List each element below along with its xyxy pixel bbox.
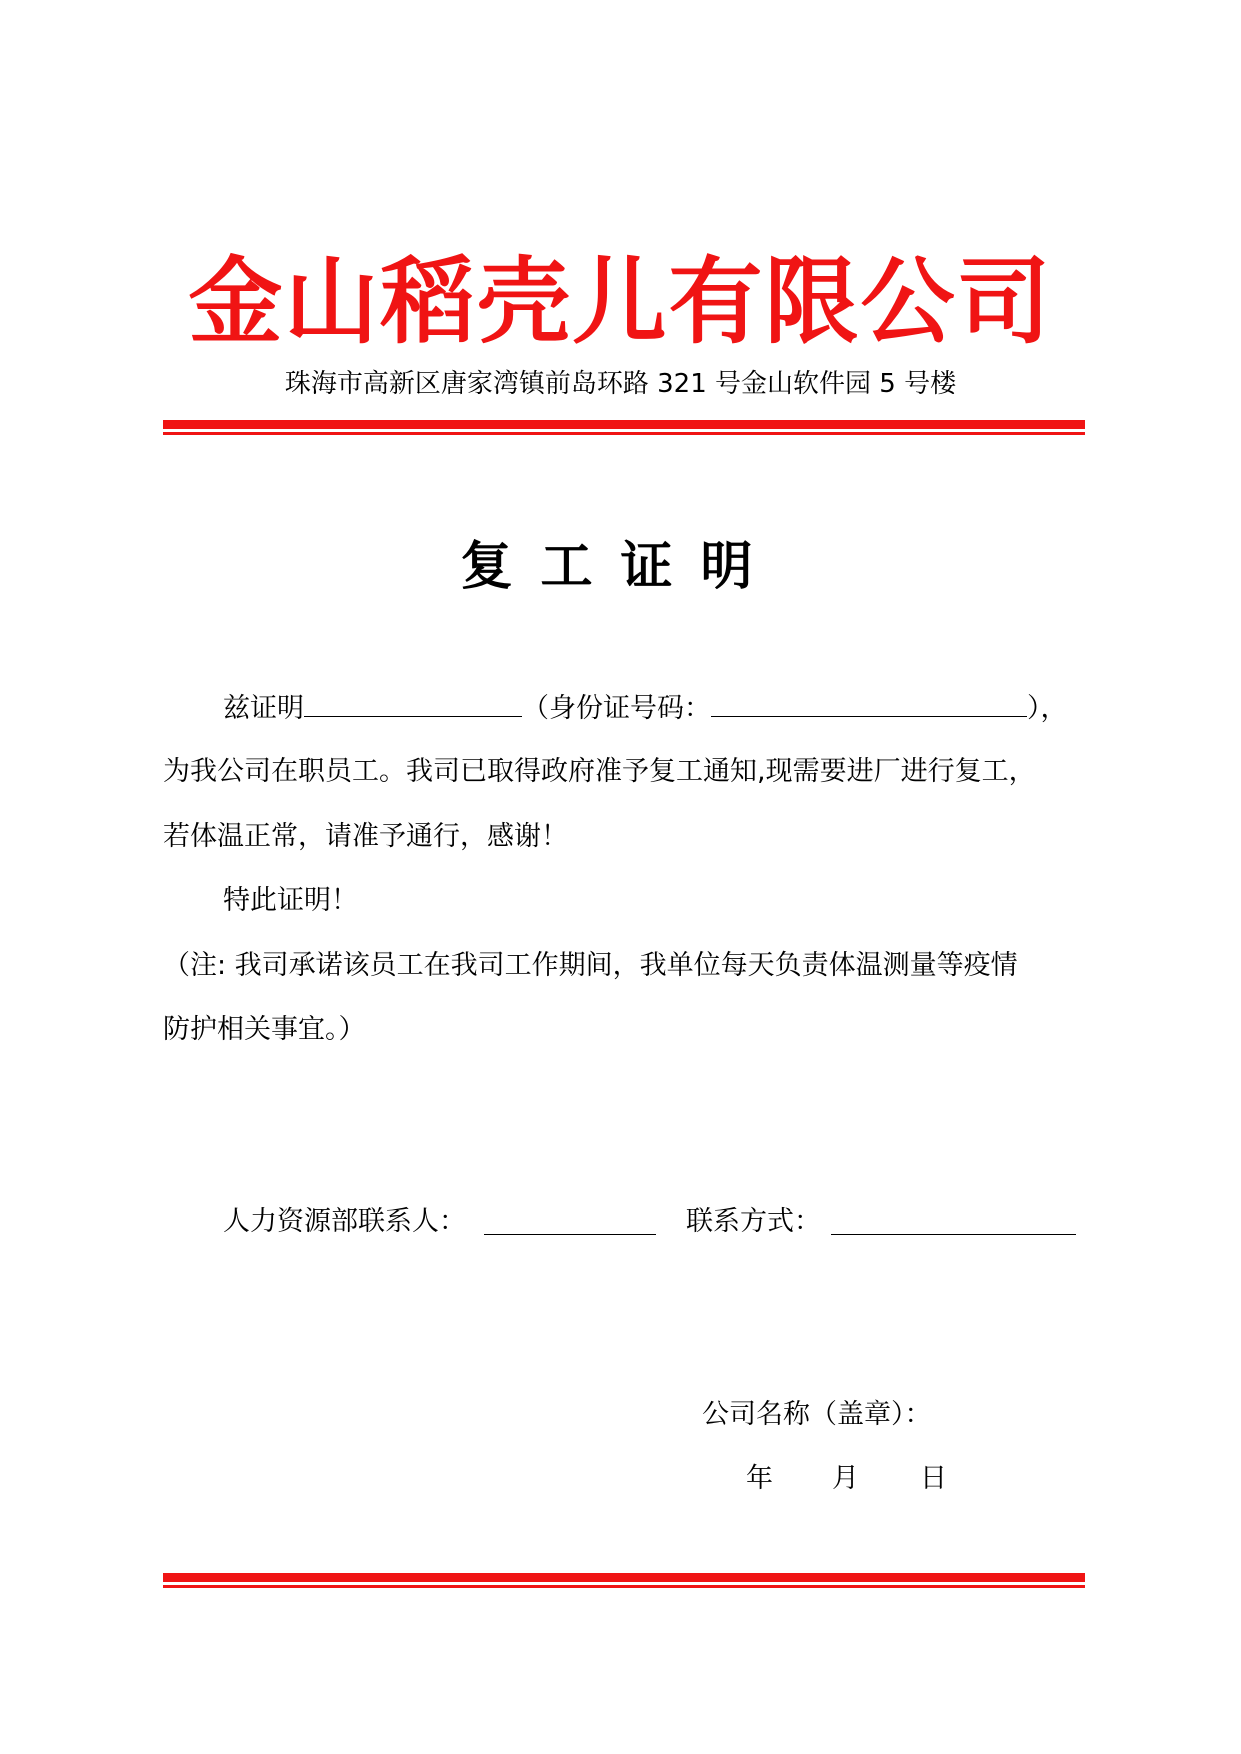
body-line-2: 为我公司在职员工。我司已取得政府准予复工通知,现需要进厂进行复工， [163, 756, 1036, 787]
certify-suffix: ）， [1027, 693, 1068, 724]
certify-prefix: 兹证明 [223, 693, 304, 724]
note-line-1: （注: 我司承诺该员工在我司工作期间，我单位每天负责体温测量等疫情 [163, 950, 1018, 981]
note-line-2: 防护相关事宜。） [163, 1014, 366, 1045]
company-address: 珠海市高新区唐家湾镇前岛环路 321 号金山软件园 5 号楼 [284, 369, 957, 399]
header-rule-thick [163, 420, 1085, 429]
hr-contact-label: 人力资源部联系人： [223, 1206, 466, 1237]
employee-name-blank [304, 688, 522, 717]
header-rule-thin [163, 432, 1085, 435]
id-number-blank [711, 688, 1027, 717]
company-name: 金山稻壳儿有限公司 [188, 248, 1053, 357]
date-day: 日 [920, 1463, 947, 1494]
hr-contact-blank [484, 1206, 656, 1235]
footer-rule-thick [163, 1573, 1085, 1582]
document-title: 复工证明 [460, 537, 781, 597]
footer-rule-thin [163, 1585, 1085, 1588]
contact-method-blank [831, 1206, 1076, 1235]
body-line-3: 若体温正常，请准予通行，感谢！ [163, 821, 568, 852]
date-month: 月 [832, 1463, 859, 1494]
body-line-4: 特此证明！ [223, 885, 358, 916]
contact-method-label: 联系方式： [686, 1206, 821, 1237]
id-number-label: （身份证号码： [522, 693, 711, 724]
body-line-1 [223, 688, 1068, 729]
company-seal-label: 公司名称（盖章）： [702, 1399, 932, 1430]
date-year: 年 [746, 1463, 773, 1494]
